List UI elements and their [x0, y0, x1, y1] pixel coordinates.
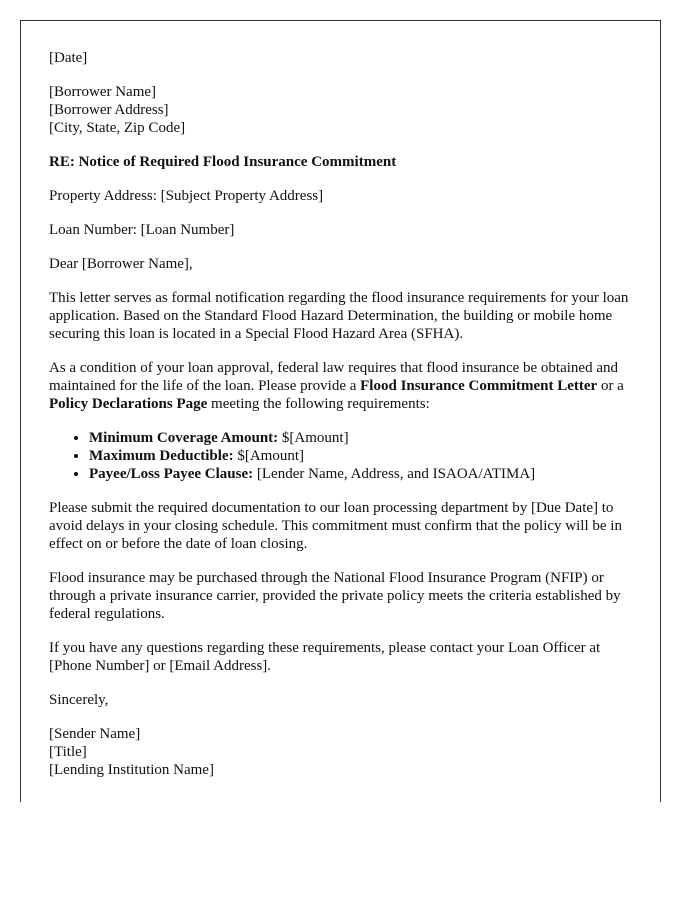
- loan-number: Loan Number: [Loan Number]: [49, 222, 235, 238]
- signature-block: [49, 725, 632, 779]
- requirement-item: [89, 465, 632, 483]
- text: or a: [597, 378, 624, 394]
- recipient-address: [Borrower Address]: [49, 102, 169, 118]
- requirement-value: $[Amount]: [233, 448, 304, 464]
- text: meeting the following requirements:: [207, 396, 430, 412]
- closing: Sincerely,: [49, 692, 109, 708]
- recipient-city: [City, State, Zip Code]: [49, 120, 186, 136]
- recipient-name: [Borrower Name]: [49, 84, 157, 100]
- commitment-letter-term: Flood Insurance Commitment Letter: [360, 378, 598, 394]
- paragraph-purchase-options: Flood insurance may be purchased through the National Flood Insurance Program (NFIP) or through a private insurance carrier, provided the private policy meets the criteria established by federal regulations.: [49, 570, 621, 622]
- paragraph-notification: This letter serves as formal notification regarding the flood insurance requirements for your loan application. Based on the Standard Flood Hazard Determination, the building or mobile home securing this loan is located in a Special Flood Hazard Area (SFHA).: [49, 290, 629, 342]
- date: [Date]: [49, 50, 88, 66]
- requirement-value: [Lender Name, Address, and ISAOA/ATIMA]: [253, 466, 536, 482]
- requirement-item: [89, 429, 632, 447]
- paragraph-condition: [49, 359, 632, 413]
- letter-page: [20, 20, 661, 802]
- text: As a condition of your loan approval, federal law requires that flood insurance be obtained and maintained for the life of the loan. Please provide a: [49, 360, 618, 394]
- requirements-list: [49, 429, 632, 483]
- paragraph-submission: Please submit the required documentation to our loan processing department by [Due Date] to avoid delays in your closing schedule. This commitment must confirm that the policy will be in effect on or before the date of loan closing.: [49, 500, 622, 552]
- requirement-value: $[Amount]: [278, 430, 349, 446]
- requirement-item: [89, 447, 632, 465]
- sender-title: [Title]: [49, 744, 87, 760]
- declarations-page-term: Policy Declarations Page: [49, 396, 208, 412]
- requirement-label: Minimum Coverage Amount:: [89, 430, 279, 446]
- property-address: Property Address: [Subject Property Address]: [49, 188, 324, 204]
- subject-line: RE: Notice of Required Flood Insurance Commitment: [49, 154, 397, 170]
- requirement-label: Maximum Deductible:: [89, 448, 234, 464]
- sender-institution: [Lending Institution Name]: [49, 762, 214, 778]
- salutation: Dear [Borrower Name],: [49, 256, 193, 272]
- recipient-block: [49, 83, 632, 137]
- requirement-label: Payee/Loss Payee Clause:: [89, 466, 254, 482]
- paragraph-contact: If you have any questions regarding these requirements, please contact your Loan Officer at [Phone Number] or [Email Address].: [49, 640, 601, 674]
- sender-name: [Sender Name]: [49, 726, 141, 742]
